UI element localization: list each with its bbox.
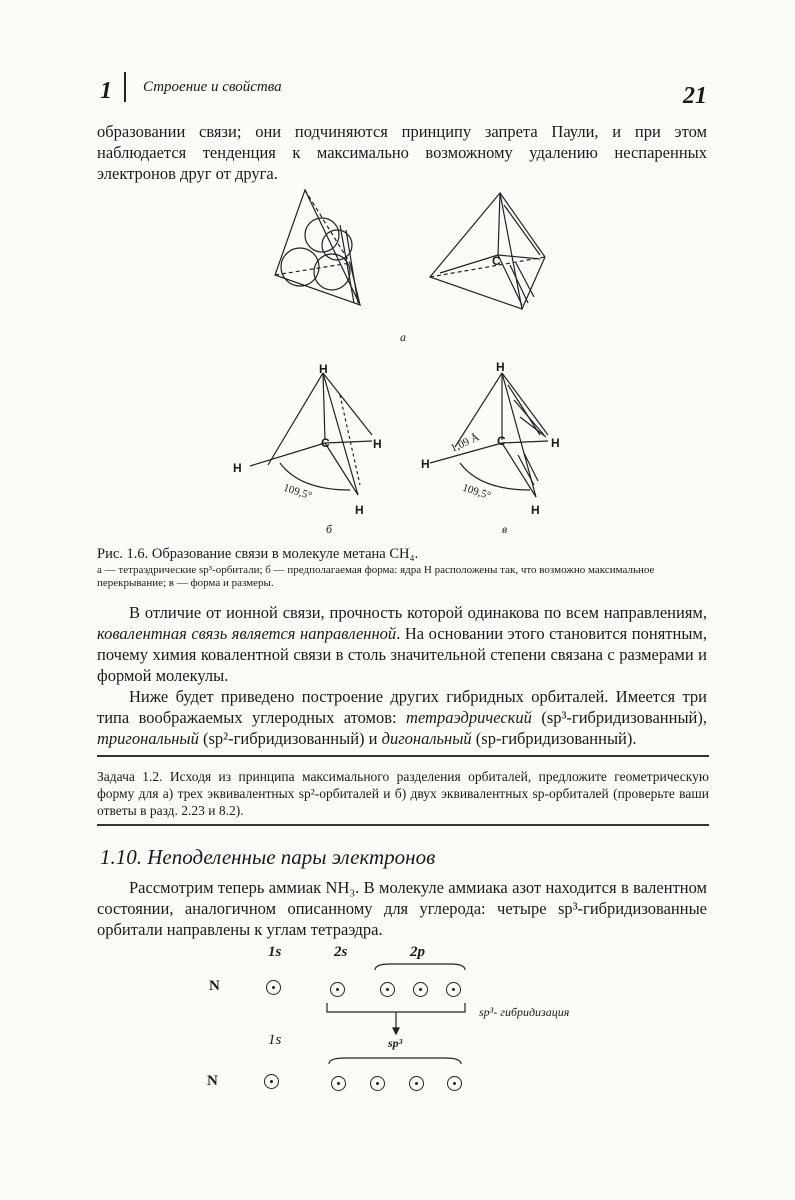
orbital-circle xyxy=(446,982,461,997)
task-label: Задача 1.2. xyxy=(97,769,163,784)
sp3-brace xyxy=(325,1052,465,1066)
term-tetrahedral: тетраэдрический xyxy=(406,708,532,727)
paragraph-3-text: (sp-гибридизованный). xyxy=(471,729,637,748)
orbital-circle xyxy=(264,1074,279,1089)
orbital-header-2p: 2p xyxy=(410,944,425,960)
orbital-header2-1s: 1s xyxy=(268,1032,282,1048)
methane-b-drawing xyxy=(250,373,372,495)
methane-figure xyxy=(240,185,570,515)
figure-label-v: в xyxy=(502,522,508,536)
paragraph-3 xyxy=(97,686,707,749)
paragraph-1: образовании связи; они подчиняются принципу запрета Паули, и при этом наблюдается тенденция к максимально возможному удалению неспаренных электронов друг от друга. xyxy=(97,122,707,183)
tetrahedron-carbon-drawing xyxy=(430,193,545,309)
paragraph-4: Рассмотрим теперь аммиак NH₃. В молекуле аммиака азот находится в валентном состоянии, аналогичном описанному для углерода: четыре sp³-гибридизованные орбитали направлены к углам тетраэдра. xyxy=(97,878,707,939)
paragraph-3-text: Ниже будет приведено построение других гибридных орбиталей. Имеется три типа воображаемых углеродных атомов: xyxy=(97,687,707,727)
paragraph-2-text: . На основании этого становится понятным, почему химия ковалентной связи в столь значительной степени связана с размерами и формой молекулы. xyxy=(97,624,707,685)
header-divider xyxy=(124,72,126,102)
orbital-circle xyxy=(380,982,395,997)
figure-caption-text: а — тетраэдрические sp³-орбитали; б — предполагаемая форма: ядра H расположены так, что возможно максимальное перекрывание; в — форма и размеры. xyxy=(97,564,655,589)
orbital-header-2s: 2s xyxy=(334,944,348,960)
chapter-number: 1 xyxy=(100,78,112,104)
atom-label-c: C xyxy=(321,436,330,450)
angle-label: 109,5° xyxy=(281,481,314,503)
atom-label-h: H xyxy=(496,360,505,374)
paragraph-2-emphasis: ковалентная связь является направленной xyxy=(97,624,397,643)
paragraph-2-text: В отличие от ионной связи, прочность которой одинакова по всем направлениям, xyxy=(129,603,707,622)
tetrahedron-spheres-drawing xyxy=(275,190,360,305)
atom-label-c: C xyxy=(492,254,501,268)
page-number: 21 xyxy=(683,83,707,109)
orbital-circle xyxy=(370,1076,385,1091)
orbital-brackets xyxy=(320,960,495,1040)
figure-caption-title: Рис. 1.6. Образование связи в молекуле метана CH₄. xyxy=(97,546,419,562)
orbital-circle xyxy=(409,1076,424,1091)
angle-label: 109,5° xyxy=(460,481,493,503)
paragraph-3-text: (sp³-гибридизованный), xyxy=(531,708,707,727)
atom-label-h: H xyxy=(355,503,364,517)
atom-label-h: H xyxy=(319,362,328,376)
orbital-header2-sp3: sp³ xyxy=(388,1036,403,1050)
task-bottom-rule xyxy=(97,824,709,826)
atom-label-h: H xyxy=(551,436,560,450)
atom-label-c: C xyxy=(497,434,506,448)
row1-element-N: N xyxy=(209,978,220,994)
atom-label-h: H xyxy=(373,437,382,451)
bond-length-label: 1,09 Å xyxy=(448,431,482,455)
atom-label-h: H xyxy=(421,457,430,471)
orbital-circle xyxy=(330,982,345,997)
orbital-circle xyxy=(266,980,281,995)
task-block xyxy=(97,768,709,819)
atom-label-h: H xyxy=(233,461,242,475)
chapter-title: Строение и свойства xyxy=(143,79,282,95)
task-top-rule xyxy=(97,755,709,757)
orbital-header-1s: 1s xyxy=(268,944,282,960)
term-digonal: дигональный xyxy=(381,729,472,748)
task-text: Исходя из принципа максимального разделения орбиталей, предложите геометрическую форму для а) трех эквивалентных sp²-орбиталей и б) двух эквивалентных sp-орбиталей (проверьте ваши ответы в разд. 2.23 и 8.2). xyxy=(97,769,710,818)
methane-v-drawing xyxy=(430,373,548,497)
paragraph-3-text: (sp²-гибридизованный) и xyxy=(198,729,382,748)
hybridization-label: sp³- гибридизация xyxy=(479,1005,570,1019)
orbital-circle xyxy=(413,982,428,997)
figure-label-a: а xyxy=(400,330,406,344)
term-trigonal: тригональный xyxy=(97,729,199,748)
row2-element-N: N xyxy=(207,1073,218,1089)
atom-label-h: H xyxy=(531,503,540,517)
figure-label-b: б xyxy=(326,522,333,536)
orbital-circle xyxy=(447,1076,462,1091)
paragraph-2 xyxy=(97,602,707,686)
section-title: 1.10. Неподеленные пары электронов xyxy=(100,845,436,869)
orbital-circle xyxy=(331,1076,346,1091)
